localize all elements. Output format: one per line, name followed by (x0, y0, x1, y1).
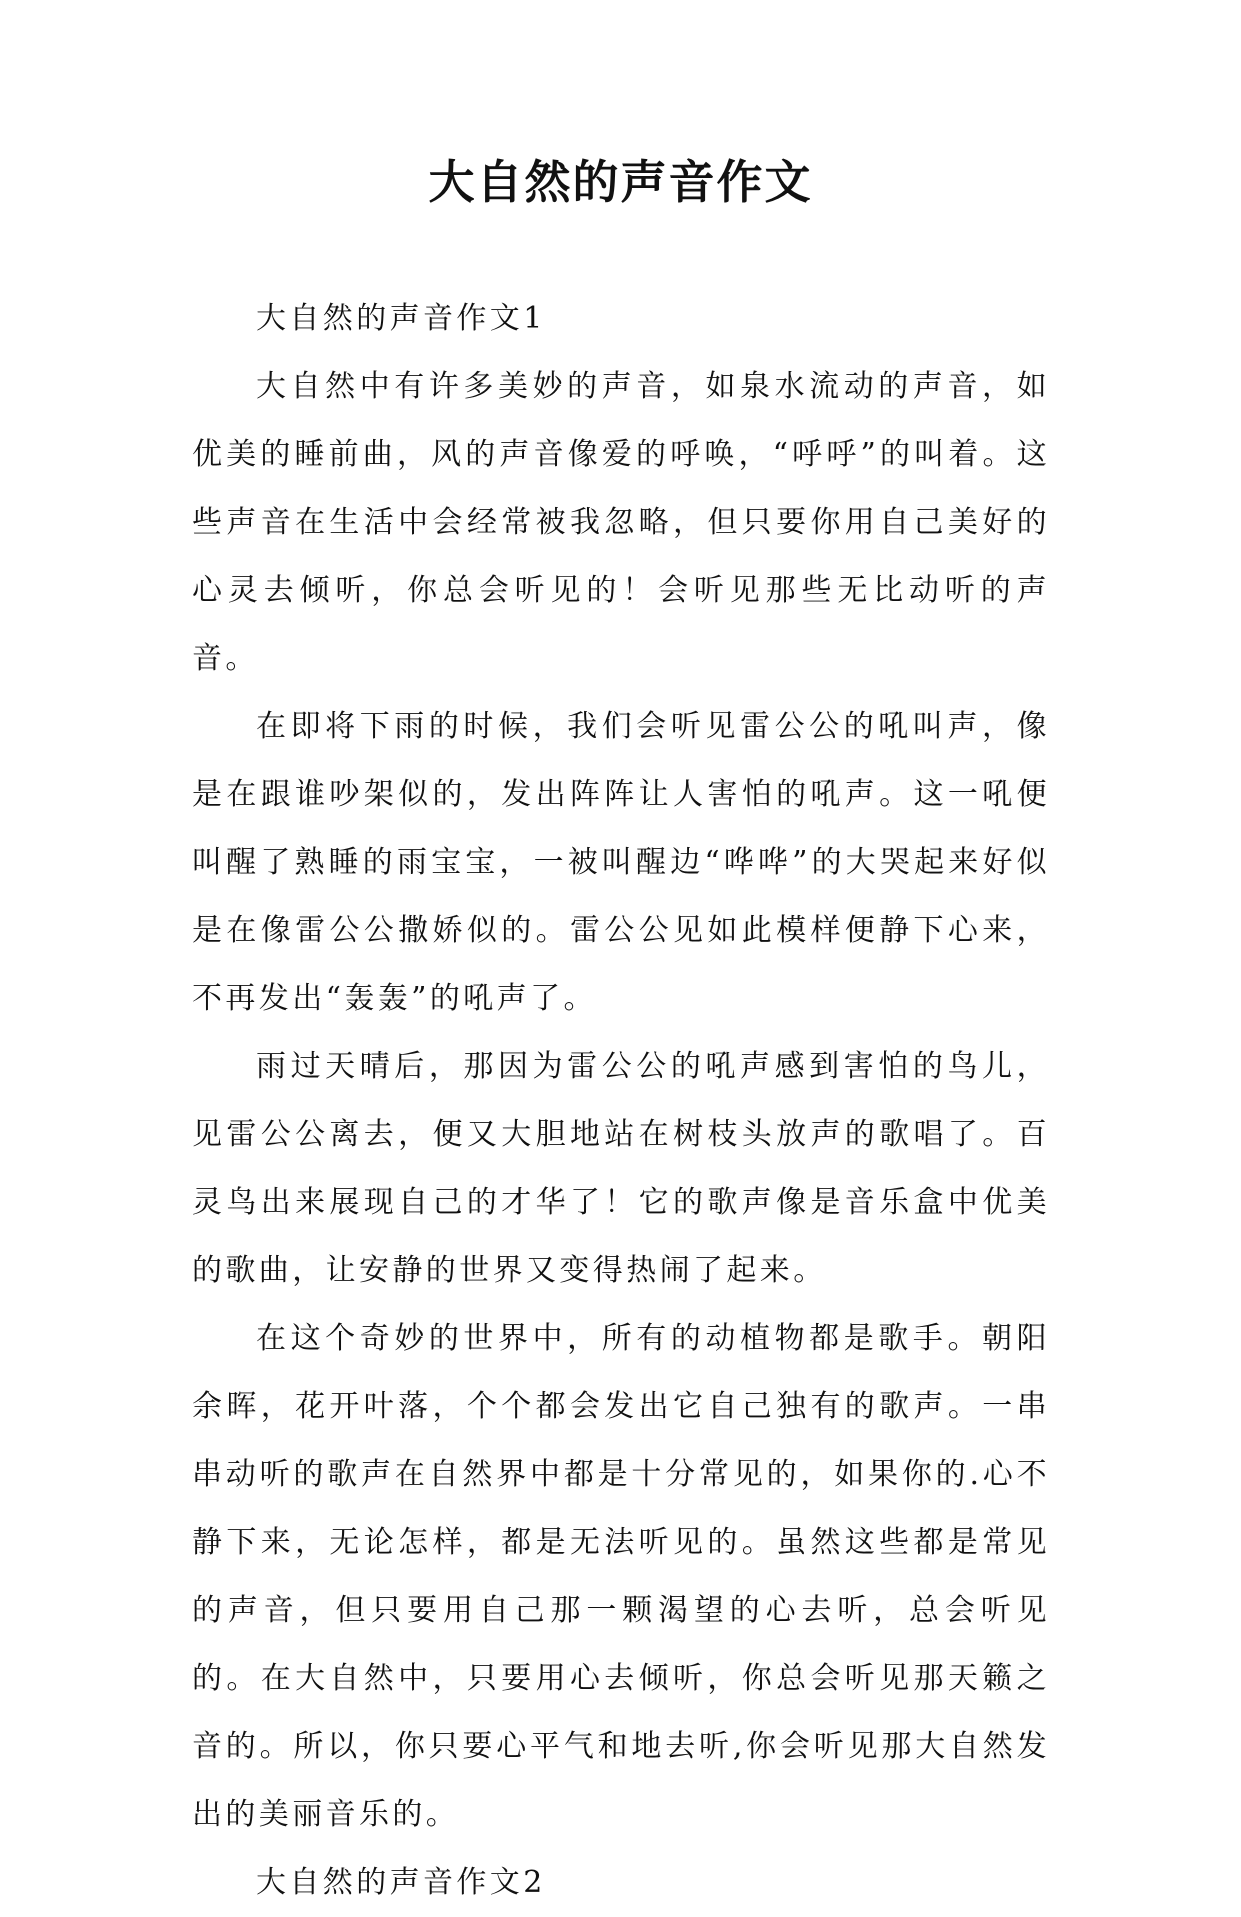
paragraph-4: 在这个奇妙的世界中，所有的动植物都是歌手。朝阳余晖，花开叶落，个个都会发出它自己独有的歌声。一串串动听的歌声在自然界中都是十分常见的，如果你的.心不静下来，无论怎样，都是无法听见的。虽然这些都是常见的声音，但只要用自己那一颗渴望的心去听，总会听见的。在大自然中，只要用心去倾听，你总会听见那天籁之音的。所以，你只要心平气和地去听,你会听见那大自然发出的美丽音乐的。 (192, 1321, 1050, 1832)
paragraph-3: 雨过天晴后，那因为雷公公的吼声感到害怕的鸟儿，见雷公公离去，便又大胆地站在树枝头放声的歌唱了。百灵鸟出来展现自己的才华了！它的歌声像是音乐盒中优美的歌曲，让安静的世界又变得热闹了起来。 (192, 1049, 1050, 1288)
paragraph-2: 在即将下雨的时候，我们会听见雷公公的吼叫声，像是在跟谁吵架似的，发出阵阵让人害怕的吼声。这一吼便叫醒了熟睡的雨宝宝，一被叫醒边“哗哗”的大哭起来好似是在像雷公公撒娇似的。雷公公见如此模样便静下心来，不再发出“轰轰”的吼声了。 (192, 709, 1050, 1016)
document-title: 大自然的声音作文 (428, 155, 813, 209)
paragraph-1: 大自然中有许多美妙的声音，如泉水流动的声音，如优美的睡前曲，风的声音像爱的呼唤，“呼呼”的叫着。这些声音在生活中会经常被我忽略，但只要你用自己美好的心灵去倾听，你总会听见的！会听见那些无比动听的声音。 (192, 369, 1050, 676)
section-heading-1: 大自然的声音作文1 (256, 301, 546, 336)
document-body (192, 285, 1050, 1917)
section-heading-2: 大自然的声音作文2 (256, 1865, 546, 1900)
